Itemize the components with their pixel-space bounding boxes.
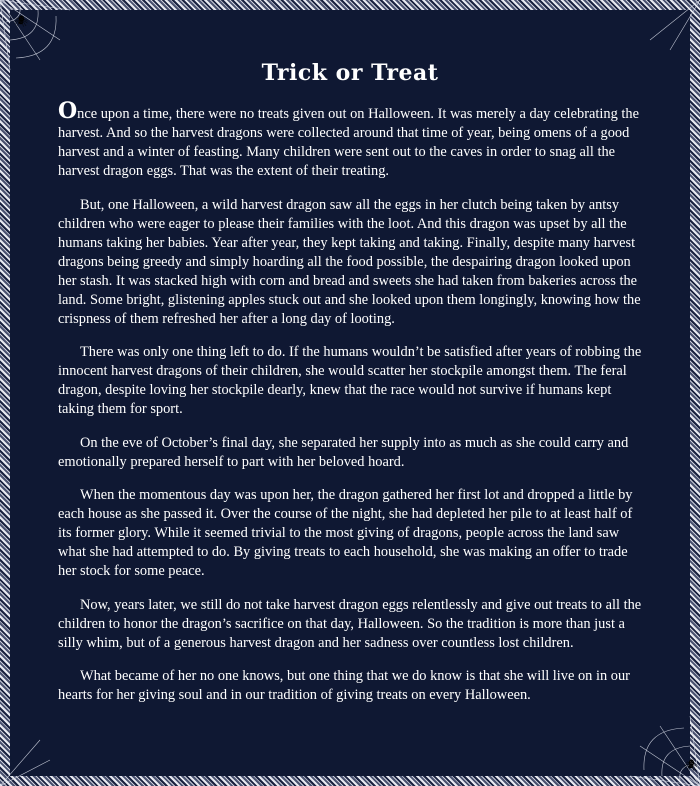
spider-icon: 🕷 bbox=[14, 15, 28, 28]
drop-cap: O bbox=[58, 98, 78, 124]
spider-icon: 🕷 bbox=[684, 759, 698, 772]
story-body bbox=[58, 98, 642, 720]
story-paragraph: But, one Halloween, a wild harvest dragon saw all the eggs in her clutch being taken by antsy children who were eager to please their families with the loot. And this dragon was upset by all the humans taking her babies. Year after year, they kept taking and taking. Finally, despite many harvest dragons being greedy and simply hoarding all the food possible, the despairing dragon looked upon her stash. It was stacked high with corn and bread and sweets she had taken from bakeries across the land. Some bright, glistening apples stuck out and she looked upon them longingly, knowing how the crispness of them refreshed her after a long day of looting. bbox=[58, 196, 641, 327]
story-paragraph: Now, years later, we still do not take harvest dragon eggs relentlessly and give out treats to all the children to honor the dragon’s sacrifice on that day, Halloween. So the tradition is more than just a silly whim, but of a generous harvest dragon and her sadness over countless lost children. bbox=[58, 596, 642, 651]
story-paragraph: There was only one thing left to do. If the humans wouldn’t be satisfied after years of robbing the innocent harvest dragons of their children, she would scatter her stockpile amongst them. The feral dragon, despite loving her stockpile dearly, knew that the race would not survive if humans kept taking them for sport. bbox=[58, 344, 642, 417]
story-paragraph bbox=[58, 98, 642, 181]
paragraph-text: nce upon a time, there were no treats given out on Halloween. It was merely a day celebrating the harvest. And so the harvest dragons were collected around that time of year, being omens of a good harvest and a winter of feasting. Many children were sent out to the caves in order to snag all the harvest dragon eggs. That was the extent of their treating. bbox=[58, 106, 639, 179]
story-paragraph: On the eve of October’s final day, she separated her supply into as much as she could carry and emotionally prepared herself to part with her beloved hoard. bbox=[58, 434, 629, 470]
page-title: Trick or Treat bbox=[261, 60, 439, 86]
story-paragraph: When the momentous day was upon her, the dragon gathered her first lot and dropped a little by each house as she passed it. Over the course of the night, she had depleted her pile to at least half of its former glory. While it seemed trivial to the most giving of dragons, people across the land saw what she had attempted to do. By giving treats to each household, she was making an offer to trade her stock for some peace. bbox=[58, 487, 633, 579]
story-paragraph: What became of her no one knows, but one thing that we do know is that she will live on in our hearts for her giving soul and in our tradition of giving treats on every Halloween. bbox=[58, 668, 630, 703]
